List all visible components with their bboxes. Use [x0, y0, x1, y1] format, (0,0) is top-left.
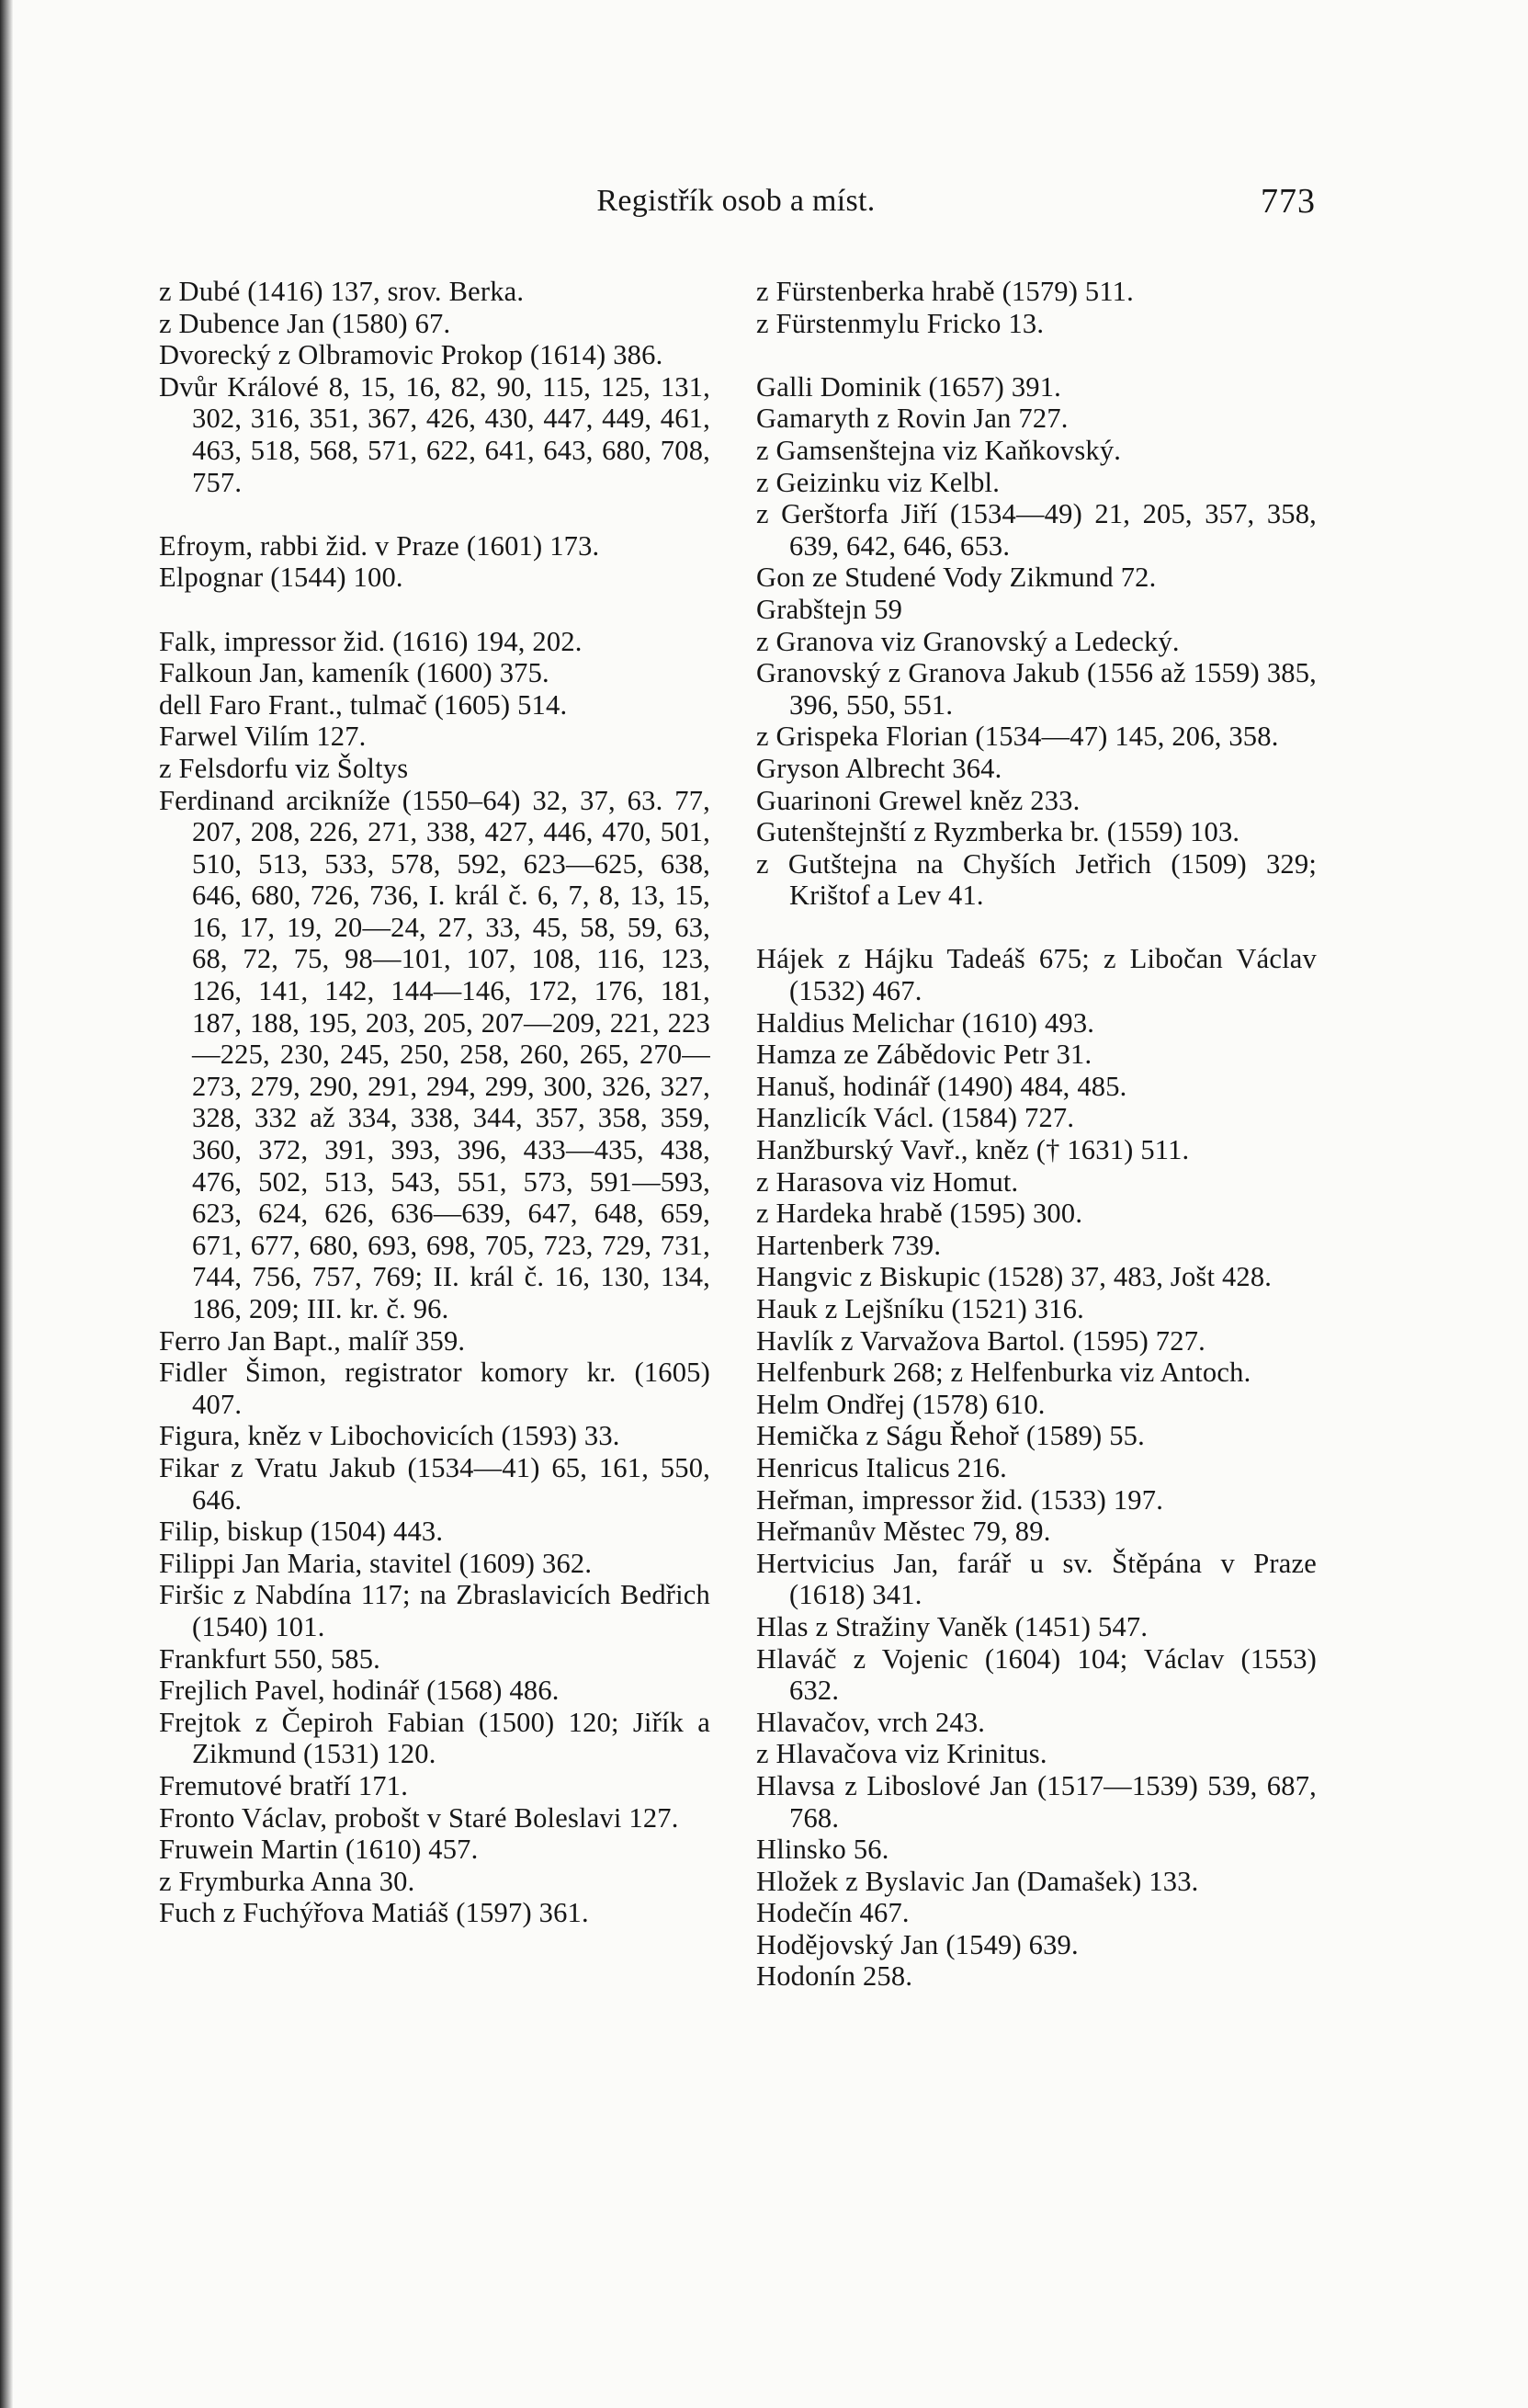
index-entry: Filippi Jan Maria, stavitel (1609) 362.: [159, 1547, 593, 1579]
index-entry: Filip, biskup (1504) 443.: [159, 1516, 444, 1548]
index-entry: dell Faro Frant., tulmač (1605) 514.: [159, 688, 568, 721]
index-entry: Frejtok z Čepiroh Fabian (1500) 120; Jiřík a Zikmund (1531) 120.: [159, 1706, 710, 1770]
index-entry: Ferro Jan Bapt., malíř 359.: [159, 1324, 466, 1357]
section-gap: [756, 339, 1317, 371]
index-entry: z Granova viz Granovský a Ledecký.: [756, 625, 1180, 657]
index-entry: Hemička z Ságu Řehoř (1589) 55.: [756, 1420, 1145, 1452]
index-entry: Heřmanův Městec 79, 89.: [756, 1516, 1051, 1548]
section-gap: [159, 498, 710, 530]
index-entry: Hlinsko 56.: [756, 1834, 889, 1866]
page-header: [156, 178, 1316, 224]
index-entry: Granovský z Granova Jakub (1556 až 1559) 385, 396, 550, 551.: [756, 657, 1317, 721]
index-entry: z Fürstenmylu Fricko 13.: [756, 307, 1045, 339]
index-entry: Havlík z Varvažova Bartol. (1595) 727.: [756, 1324, 1205, 1357]
index-entry: Gon ze Studené Vody Zikmund 72.: [756, 562, 1157, 594]
index-entry: Gryson Albrecht 364.: [756, 752, 1002, 784]
index-entry: Falkoun Jan, kameník (1600) 375.: [159, 657, 549, 689]
page-binding-edge: [0, 0, 13, 2408]
index-entry: z Grispeka Florian (1534—47) 145, 206, 358.: [756, 721, 1279, 753]
index-entry: Heřman, impressor žid. (1533) 197.: [756, 1483, 1164, 1516]
index-entry: Guarinoni Grewel kněz 233.: [756, 784, 1081, 816]
index-entry: z Dubence Jan (1580) 67.: [159, 307, 451, 339]
index-entry: Efroym, rabbi žid. v Praze (1601) 173.: [159, 529, 600, 562]
index-entry: Hlas z Stražiny Vaněk (1451) 547.: [756, 1610, 1149, 1642]
section-gap: [159, 594, 710, 626]
index-entry: Hodonín 258.: [756, 1960, 913, 1993]
index-column-right: [756, 276, 1317, 1993]
index-entry: Hlavačov, vrch 243.: [756, 1706, 986, 1738]
index-entry: Gamaryth z Rovin Jan 727.: [756, 403, 1069, 435]
index-entry: z Geizinku viz Kelbl.: [756, 466, 1001, 498]
index-entry: Hertvicius Jan, farář u sv. Štěpána v Praze (1618) 341.: [756, 1547, 1317, 1611]
index-entry: Haldius Melichar (1610) 493.: [756, 1006, 1095, 1039]
index-entry: Firšic z Nabdína 117; na Zbraslavicích Bedřich (1540) 101.: [159, 1579, 710, 1642]
index-entry: Hájek z Hájku Tadeáš 675; z Libočan Václav (1532) 467.: [756, 943, 1317, 1007]
index-entry: Falk, impressor žid. (1616) 194, 202.: [159, 625, 583, 657]
index-entry: z Gerštorfa Jiří (1534—49) 21, 205, 357, 358, 639, 642, 646, 653.: [756, 498, 1317, 562]
index-entry: Fuch z Fuchýřova Matiáš (1597) 361.: [159, 1897, 589, 1929]
index-entry: z Dubé (1416) 137, srov. Berka.: [159, 276, 525, 307]
index-entry: Hanzlicík Václ. (1584) 727.: [756, 1102, 1075, 1134]
index-entry: z Felsdorfu viz Šoltys: [159, 752, 409, 784]
index-entry: Hangvic z Biskupic (1528) 37, 483, Jošt 428.: [756, 1261, 1273, 1293]
index-entry: Hanžburský Vavř., kněz († 1631) 511.: [756, 1134, 1190, 1166]
index-entry: Hartenberk 739.: [756, 1229, 942, 1261]
index-entry: Dvůr Králové 8, 15, 16, 82, 90, 115, 125, 131, 302, 316, 351, 367, 426, 430, 447, 449, 461, 463, 518, 568, 571, 622, 641, 643, 680, 708, 757.: [159, 370, 710, 498]
index-entry: Hanuš, hodinář (1490) 484, 485.: [756, 1070, 1127, 1102]
index-entry: Fidler Šimon, registrator komory kr. (1605) 407.: [159, 1357, 710, 1420]
index-entry: Elpognar (1544) 100.: [159, 562, 403, 594]
index-entry: z Gamsenštejna viz Kaňkovský.: [756, 434, 1122, 466]
index-entry: Henricus Italicus 216.: [756, 1451, 1007, 1483]
index-entry: Fikar z Vratu Jakub (1534—41) 65, 161, 550, 646.: [159, 1451, 710, 1516]
index-entry: z Harasova viz Homut.: [756, 1165, 1019, 1198]
index-column-left: [159, 276, 710, 1929]
index-entry: Fremutové bratří 171.: [159, 1769, 409, 1801]
index-entry: Farwel Vilím 127.: [159, 721, 367, 753]
index-entry: Fruwein Martin (1610) 457.: [159, 1834, 479, 1866]
page-number: 773: [1261, 182, 1316, 221]
index-entry: Hložek z Byslavic Jan (Damašek) 133.: [756, 1865, 1199, 1897]
index-entry: Helfenburk 268; z Helfenburka viz Antoch.: [756, 1357, 1251, 1389]
index-entry: Gutenštejnští z Ryzmberka br. (1559) 103.: [756, 816, 1240, 848]
index-entry: Frankfurt 550, 585.: [159, 1642, 380, 1675]
index-entry: Hodějovský Jan (1549) 639.: [756, 1928, 1079, 1960]
index-entry: Figura, kněz v Libochovicích (1593) 33.: [159, 1420, 620, 1452]
index-entry: Hlavsa z Liboslové Jan (1517—1539) 539, 687, 768.: [756, 1769, 1317, 1834]
index-entry: Galli Dominik (1657) 391.: [756, 370, 1061, 403]
index-entry: z Fürstenberka hrabě (1579) 511.: [756, 276, 1134, 307]
index-entry: Dvorecký z Olbramovic Prokop (1614) 386.: [159, 339, 663, 371]
section-gap: [756, 912, 1317, 944]
index-entry: Fronto Václav, probošt v Staré Boleslavi 127.: [159, 1801, 679, 1834]
index-entry: Hodečín 467.: [756, 1897, 910, 1929]
index-entry: Frejlich Pavel, hodinář (1568) 486.: [159, 1675, 560, 1707]
index-entry: Helm Ondřej (1578) 610.: [756, 1388, 1046, 1420]
index-entry: z Frymburka Anna 30.: [159, 1865, 415, 1897]
index-entry: Ferdinand arcikníže (1550–64) 32, 37, 63. 77, 207, 208, 226, 271, 338, 427, 446, 470, 501, 510, 513, 533, 578, 592, 623—625, 638, 646, 680, 726, 736, I. král č. 6, 7, 8, 13, 15, 16, 17, 19, 20—24, 27, 33, 45, 58, 59, 63, 68, 72, 75, 98—101, 107, 108, 116, 123, 126, 141, 142, 144—146, 172, 176, 181, 187, 188, 195, 203, 205, 207—209, 221, 223—225, 230, 245, 250, 258, 260, 265, 270—273, 279, 290, 291, 294, 299, 300, 326, 327, 328, 332 až 334, 338, 344, 357, 358, 359, 360, 372, 391, 393, 396, 433—435, 438, 476, 502, 513, 543, 551, 573, 591—593, 623, 624, 626, 636—639, 647, 648, 659, 671, 677, 680, 693, 698, 705, 723, 729, 731, 744, 756, 757, 769; II. král č. 16, 130, 134, 186, 209; III. kr. č. 96.: [159, 784, 710, 1324]
index-entry: Hlaváč z Vojenic (1604) 104; Václav (1553) 632.: [756, 1642, 1317, 1707]
index-entry: z Hardeka hrabě (1595) 300.: [756, 1198, 1083, 1230]
running-title: Registřík osob a míst.: [596, 184, 876, 218]
index-entry: z Gutštejna na Chyších Jetřich (1509) 329; Krištof a Lev 41.: [756, 847, 1317, 912]
index-entry: Grabštejn 59: [756, 593, 903, 625]
index-entry: Hauk z Lejšníku (1521) 316.: [756, 1293, 1084, 1324]
index-entry: Hamza ze Zábědovic Petr 31.: [756, 1039, 1092, 1071]
index-entry: z Hlavačova viz Krinitus.: [756, 1738, 1047, 1770]
